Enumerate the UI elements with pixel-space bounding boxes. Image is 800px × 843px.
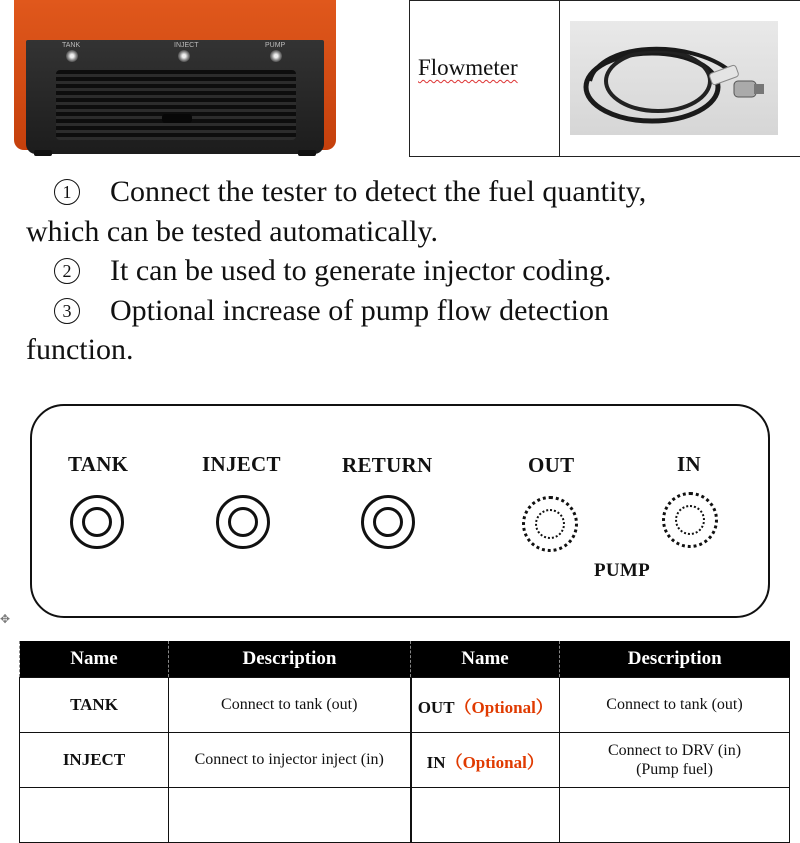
table-cell: [560, 788, 790, 843]
panel-label-tank: TANK: [68, 452, 129, 476]
column-header: Description: [560, 641, 790, 678]
table-cell: [411, 788, 560, 843]
item-text: Optional increase of pump flow detection: [110, 293, 610, 327]
device-photo: [14, 0, 338, 160]
description-line: (Pump fuel): [636, 761, 713, 778]
tank-connector-icon: [70, 495, 124, 549]
inject-connector-icon: [216, 495, 270, 549]
return-connector-icon: [361, 495, 415, 549]
port-description: [560, 733, 790, 788]
device-port-pump: [270, 50, 282, 62]
panel-label-inject: INJECT: [202, 452, 281, 476]
pump-in-connector-icon: [662, 492, 718, 548]
column-header: Name: [20, 641, 169, 678]
feature-description: [26, 172, 786, 370]
device-port-inject: [178, 50, 190, 62]
table-cell: [20, 788, 169, 843]
item-number: 3: [54, 298, 80, 324]
item-number: 2: [54, 258, 80, 284]
device-port-label-inject: INJECT: [174, 42, 199, 49]
table-row: [20, 788, 790, 843]
item-number: 1: [54, 179, 80, 205]
device-foot: [34, 150, 52, 156]
device-port-tank: [66, 50, 78, 62]
item-text-continued: function.: [26, 333, 134, 366]
table-move-handle-icon[interactable]: ✥: [0, 612, 11, 626]
description-item: [26, 172, 786, 212]
description-item: [26, 291, 786, 331]
port-description: [560, 678, 790, 733]
item-text: It can be used to generate injector coding.: [110, 254, 612, 287]
column-header: Description: [169, 641, 411, 678]
description-item: [26, 251, 786, 291]
table-header-row: [20, 641, 790, 678]
device-vent-slot: [162, 114, 192, 123]
description-line: Connect to DRV (in): [607, 742, 742, 759]
device-foot: [298, 150, 316, 156]
column-header: Name: [411, 641, 560, 678]
table-row: [20, 733, 790, 788]
item-text: Connect the tester to detect the fuel quantity,: [110, 175, 647, 208]
port-name: OUT: [417, 697, 455, 717]
port-name-optional: [411, 678, 560, 733]
connector-panel-diagram: [30, 404, 770, 618]
description-line: Connect to tank (out): [606, 696, 743, 713]
optional-tag: （Optional）: [445, 752, 544, 772]
panel-label-out: OUT: [528, 453, 575, 477]
port-name: INJECT: [20, 733, 169, 788]
flowmeter-cable-photo: [570, 21, 778, 135]
port-name-optional: [411, 733, 560, 788]
port-name: IN: [426, 752, 446, 772]
port-description: Connect to injector inject (in): [169, 733, 411, 788]
port-description: Connect to tank (out): [169, 678, 411, 733]
panel-label-return: RETURN: [342, 453, 433, 477]
cable-icon: [570, 21, 778, 135]
table-row: [20, 678, 790, 733]
table-cell: [169, 788, 411, 843]
device-vent-grille: [56, 70, 296, 140]
device-port-label-pump: PUMP: [265, 42, 286, 49]
panel-label-in: IN: [677, 452, 701, 476]
table-divider: [559, 1, 560, 156]
item-text-continued: which can be tested automatically.: [26, 214, 439, 248]
flowmeter-label: Flowmeter: [418, 55, 518, 80]
flowmeter-table: [409, 0, 800, 157]
panel-label-pump: PUMP: [594, 560, 651, 581]
ports-table: [19, 641, 790, 843]
optional-tag: （Optional）: [454, 697, 553, 717]
device-port-label-tank: TANK: [62, 42, 81, 49]
port-name: TANK: [20, 678, 169, 733]
pump-out-connector-icon: [522, 496, 578, 552]
